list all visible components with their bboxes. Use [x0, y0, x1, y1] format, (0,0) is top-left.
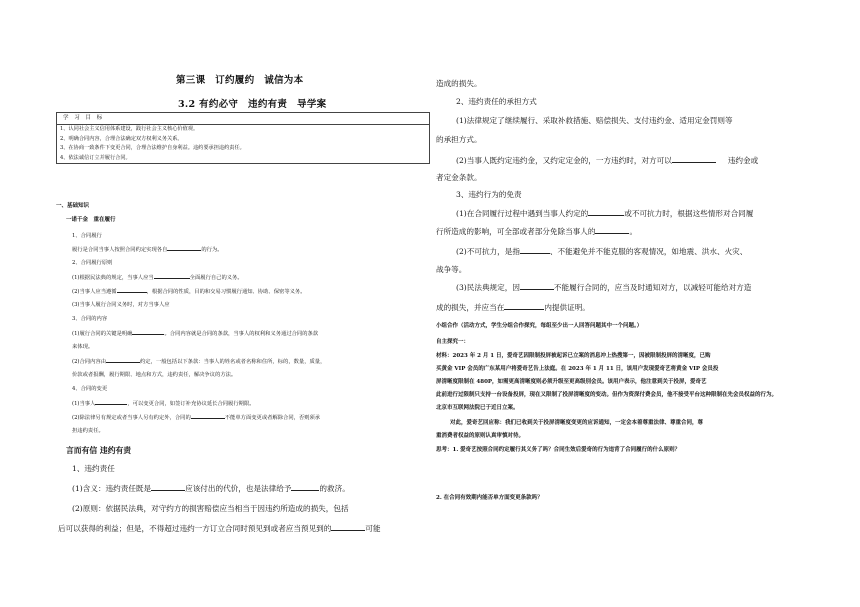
fill-blank [595, 226, 629, 234]
text-line: 4、合同的变更 [72, 386, 108, 392]
text-line: 担违约责任。 [72, 428, 104, 434]
fill-blank [520, 246, 550, 254]
fill-blank [504, 302, 544, 310]
text-line: 1、合同履行 [72, 233, 102, 239]
material-line: 买黄金 VIP 会员的广东某用户将爱奇艺告上法庭。在 2023 年 1 月 11 日，该用户发现爱奇艺将黄金 VIP 会员投 [436, 366, 719, 372]
text-line: 造成的损失。 [436, 79, 482, 88]
material-line: 北京市互联网法院已于近日立案。 [436, 405, 519, 411]
subsection-heading: 一诺千金 重在履行 [66, 217, 116, 223]
objectives-box [56, 112, 430, 164]
text-line: 履行是合同当事人按照合同约定实现各自 的行为。 [72, 246, 223, 253]
group-work-heading: 小组合作（活动方式，学生分组合作探究，每组至少出一人回答问题其中一个问题。） [436, 323, 643, 329]
text-line: (2)当事人应当遵循 ，根据合同的性质，目的和交易习惯履行通知、协助、保密等义务。 [72, 288, 306, 295]
text-line: (1)履行合同的关键是明确 。合同内容就是合同的条款，当事人的权利和义务通过合同的条款 [72, 330, 319, 337]
text-line: 的承担方式。 [436, 135, 482, 144]
material-line: 对此，爱奇艺回应称：我们已收到关于投屏清晰度变更的应诉通知，一定会本着尊重法律、尊重合同，尊 [450, 420, 704, 426]
question-1: 思考：1. 爱奇艺按照合同约定履行其义务了吗？合同生效后爱奇的行为违背了合同履行的什么原则？ [436, 447, 681, 453]
fill-blank [132, 329, 164, 335]
explore-heading: 自主探究一： [436, 339, 470, 345]
fill-blank [520, 282, 554, 290]
objectives-header: 学 习 目 标 [57, 113, 429, 125]
material-line: 此前进行过限制只支持一台设备投屏，现在又限制了投屏清晰度的变动。但作为资深付费会员，他不接受平台这种限制在先会员权益的行为。 [436, 392, 778, 398]
text-line: (2)除法律另有规定或者当事人另有约定外，合同的 不能单方面变更或者解除合同，否则须承 [72, 414, 321, 421]
text-line: 3、合同的内容 [72, 316, 108, 322]
fill-blank [588, 208, 624, 216]
text-line: 战争等。 [436, 265, 467, 274]
fill-blank [95, 399, 127, 405]
text-line: (2)当事人既约定违约金，又约定定金的，一方违约时，对方可以 违约金或 [456, 156, 759, 165]
text-line: (1)在合同履行过程中遇到当事人约定的 或不可抗力时，根据这些情形对合同履 [456, 209, 754, 218]
fill-blank [154, 273, 190, 279]
text-line: 1、违约责任 [72, 464, 115, 473]
text-line: 2、合同履行原则 [72, 260, 113, 266]
fill-blank [291, 483, 319, 491]
material-line: 重消费者权益的原则认真审慎对待。 [436, 433, 525, 439]
lesson-title: 第三课 订约履约 诚信为本 [176, 75, 304, 86]
text-line: 3、违约行为的免责 [456, 190, 522, 199]
text-line: (2)不可抗力，是指 、不能避免并不能克服的客观情况，如地震、洪水、火灾、 [456, 247, 748, 256]
objective-item: 4、依法诚信订立并履行合同。 [60, 154, 131, 161]
fill-blank [191, 413, 225, 419]
text-line: (1)当事人 ，可以变更合同，如签订补充协议延长合同履行期限。 [72, 400, 255, 407]
fill-blank [151, 483, 185, 491]
text-line: 行所造成的影响，可全部或者部分免除当事人的 。 [436, 227, 638, 236]
subsection-heading: 言而有信 违约有责 [66, 446, 132, 455]
lesson-subtitle: 3.2 有约必守 违约有责 导学案 [178, 99, 327, 110]
fill-blank [167, 245, 201, 251]
fill-blank [331, 523, 365, 531]
section-basic-knowledge: 一、基础知识 [56, 203, 90, 209]
fill-blank [672, 155, 716, 163]
objective-item: 2、明确合同内容，合理合法确定双方权利义务关系。 [60, 135, 183, 142]
text-line: 价款或者报酬，履行期限、地点和方式，违约责任，解决争议的方法。 [72, 372, 237, 378]
text-line: 者定金条款。 [436, 173, 482, 182]
text-line: 成的损失，并应当在 内提供证明。 [436, 303, 590, 312]
text-line: (3)当事人履行合同义务时，对方当事人应 [72, 302, 170, 308]
material-line: 材料：2023 年 2 月 1 日，爱奇艺因限制投屏被起诉已立案的消息冲上热搜第一，因被限制投屏的清晰度，已购 [436, 353, 711, 359]
fill-blank [106, 357, 140, 363]
objective-item: 1、认同社会主义信用体系建设，践行社会主义核心价值观。 [60, 126, 199, 132]
objective-item: 3、在协商一致条件下变更合同，合理合法维护自身利益。违约要承担违约责任。 [60, 145, 245, 151]
text-line: (1)含义：违约责任既是 应该付出的代价，也是法律给予 的救济。 [72, 484, 350, 493]
fill-blank [117, 287, 147, 293]
text-line: (1)法律规定了继续履行、采取补救措施、赔偿损失、支付违约金、适用定金罚则等 [456, 116, 733, 125]
material-line: 屏清晰度限制在 480P，如需更高清晰度则必须升级至更高级别会员。该用户表示，他注意到关于投屏，爱奇艺 [436, 379, 707, 385]
text-line: (2)原则：依据民法典，对守约方的损害赔偿应当相当于因违约所造成的损失，包括 [72, 504, 349, 513]
question-2: 2. 在合同有效期内能否单方面变更条款吗？ [436, 495, 543, 501]
text-line: (3)民法典规定，因 不能履行合同的，应当及时通知对方，以减轻可能给对方造 [456, 283, 752, 292]
text-line: 2、违约责任的承担方式 [456, 97, 537, 106]
text-line: 后可以获得的利益；但是，不得超过违约一方订立合同时预见到或者应当预见到的 可能 [58, 524, 381, 533]
text-line: (2)合同内容由 约定，一般包括以下条款：当事人的姓名或者名称和住所，标的，数量，质量， [72, 358, 326, 365]
text-line: (1)根据民法典的规定，当事人应当 全面履行自己的义务。 [72, 274, 243, 281]
text-line: 来体现。 [72, 344, 94, 350]
